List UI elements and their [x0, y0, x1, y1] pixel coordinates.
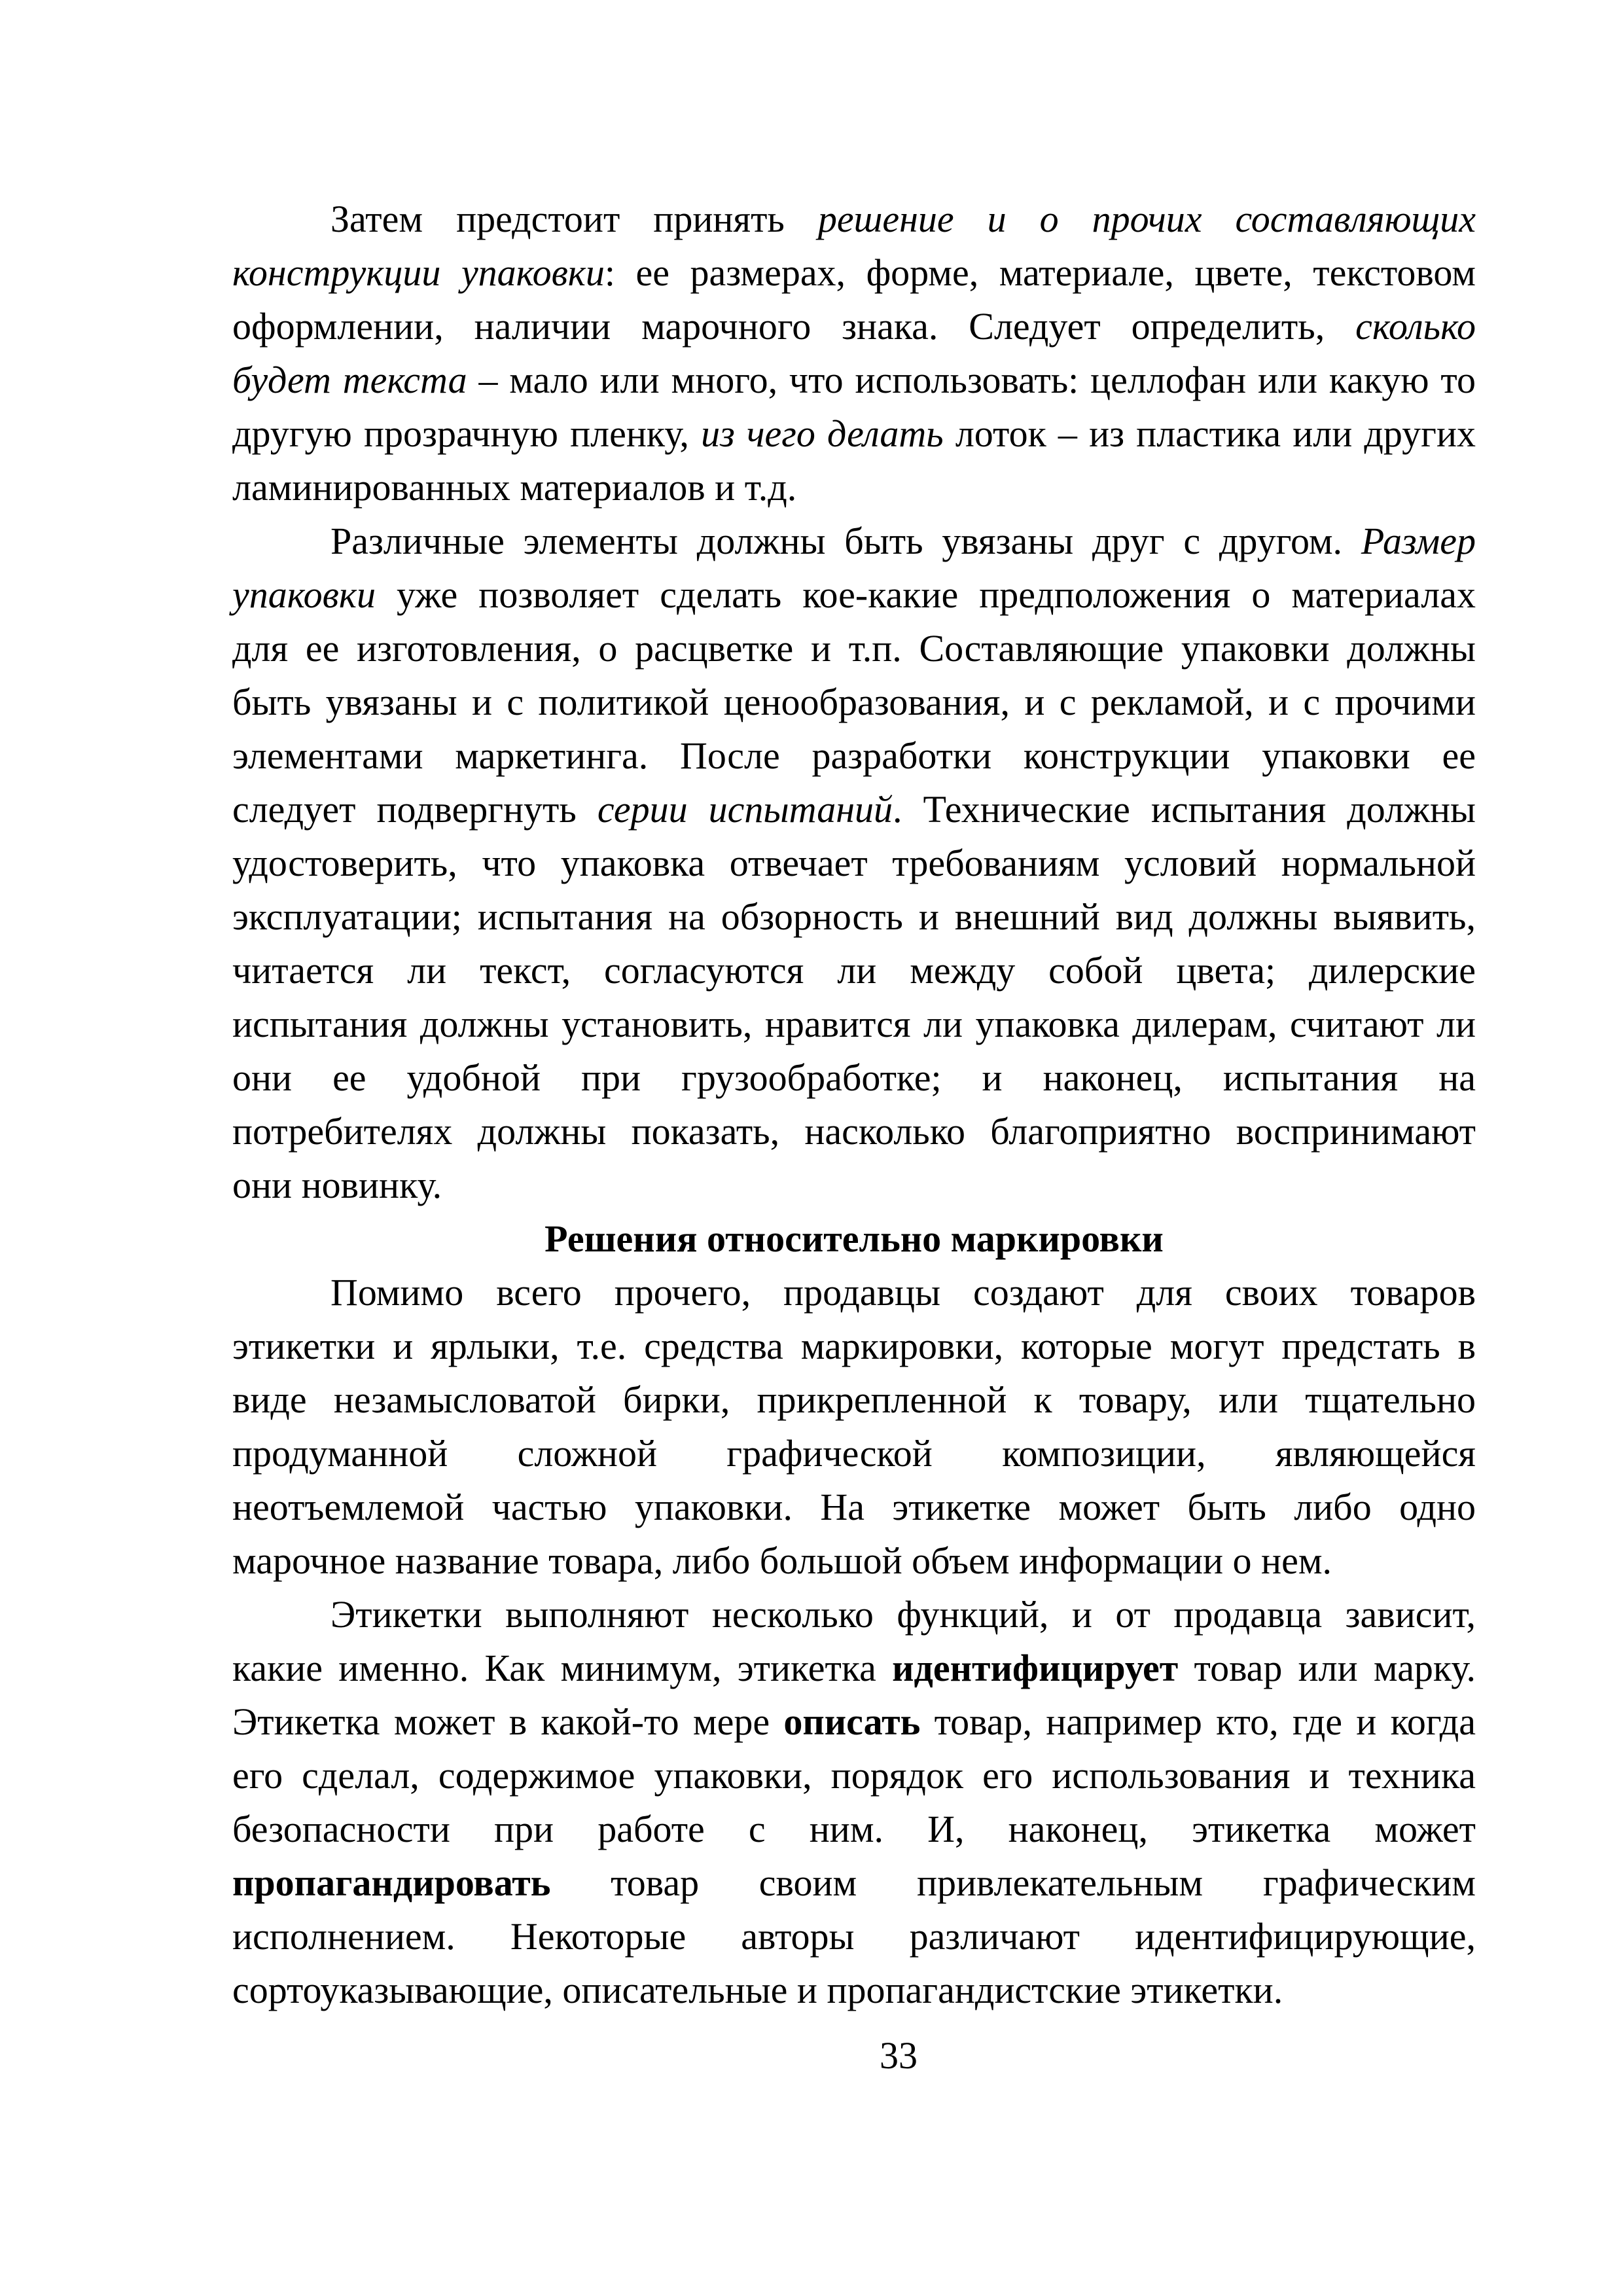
text-line — [232, 1105, 1476, 1158]
text-segment: пропагандировать — [232, 1861, 551, 1904]
text-line — [232, 514, 1476, 568]
text-line — [232, 1588, 1476, 1641]
text-line — [232, 192, 1476, 246]
text-line — [232, 1319, 1476, 1373]
text-line — [232, 1051, 1476, 1105]
text-segment: неотъемлемой частью упаковки. На этикетке может быть либо одно — [232, 1486, 1476, 1528]
text-segment: Различные элементы должны быть увязаны друг с другом. — [330, 520, 1361, 562]
text-line — [232, 836, 1476, 890]
text-segment: – мало или много, что использовать: целлофан или какую то — [467, 359, 1476, 401]
text-line — [232, 461, 1476, 514]
text-segment: товар или марку. — [1178, 1647, 1476, 1689]
text-line — [232, 1480, 1476, 1534]
text-body — [232, 192, 1476, 2017]
text-line — [232, 997, 1476, 1051]
text-line — [232, 1910, 1476, 1964]
text-line — [232, 783, 1476, 836]
text-line — [232, 1373, 1476, 1427]
text-segment: будет текста — [232, 359, 467, 401]
text-line — [232, 407, 1476, 461]
text-line — [232, 300, 1476, 353]
text-segment: описать — [783, 1700, 921, 1743]
text-segment: серии испытаний — [597, 788, 893, 831]
text-segment: безопасности при работе с ним. И, наконец, этикетка может — [232, 1808, 1476, 1850]
text-line — [232, 944, 1476, 997]
text-line — [232, 675, 1476, 729]
text-segment: марочное название товара, либо большой объем информации о нем. — [232, 1539, 1332, 1582]
text-segment: быть увязаны и с политикой ценообразования, и с рекламой, и с прочими — [232, 681, 1476, 723]
text-line — [232, 1749, 1476, 1803]
text-segment: потребителях должны показать, насколько благоприятно воспринимают — [232, 1110, 1476, 1153]
text-line — [232, 1266, 1476, 1319]
text-line — [232, 622, 1476, 675]
text-segment: уже позволяет сделать кое-какие предположения о материалах — [375, 573, 1476, 616]
text-segment: Размер — [1361, 520, 1476, 562]
text-segment: другую прозрачную пленку, — [232, 412, 702, 455]
text-segment: упаковки — [232, 573, 376, 616]
text-segment: удостоверить, что упаковка отвечает требованиям условий нормальной — [232, 842, 1476, 884]
text-segment: исполнением. Некоторые авторы различают идентифицирующие, — [232, 1915, 1476, 1958]
text-segment: читается ли текст, согласуются ли между собой цвета; дилерские — [232, 949, 1476, 992]
page-number: 33 — [880, 2034, 918, 2077]
text-line — [232, 1534, 1476, 1588]
text-segment: виде незамысловатой бирки, прикрепленной к товару, или тщательно — [232, 1378, 1476, 1421]
text-segment: его сделал, содержимое упаковки, порядок его использования и техника — [232, 1754, 1476, 1797]
text-line — [232, 246, 1476, 300]
text-line — [232, 1856, 1476, 1910]
text-segment: конструкции упаковки — [232, 251, 605, 294]
text-segment: лоток – из пластика или других — [943, 412, 1476, 455]
text-segment: идентифицирует — [892, 1647, 1179, 1689]
text-line — [232, 890, 1476, 944]
text-segment: они новинку. — [232, 1164, 442, 1206]
text-segment: Затем предстоит принять — [330, 198, 818, 240]
text-line — [232, 729, 1476, 783]
text-line — [232, 1803, 1476, 1856]
text-line — [232, 1641, 1476, 1695]
text-segment: элементами маркетинга. После разработки конструкции упаковки ее — [232, 734, 1476, 777]
text-segment: испытания должны установить, нравится ли упаковка дилерам, считают ли — [232, 1003, 1476, 1045]
text-segment: Этикетка может в какой-то мере — [232, 1700, 784, 1743]
text-segment: оформлении, наличии марочного знака. Следует определить, — [232, 305, 1356, 348]
text-line — [232, 353, 1476, 407]
text-segment: для ее изготовления, о расцветке и т.п. Составляющие упаковки должны — [232, 627, 1476, 670]
text-segment: Этикетки выполняют несколько функций, и от продавца зависит, — [330, 1593, 1476, 1636]
text-segment: Помимо всего прочего, продавцы создают для своих товаров — [330, 1271, 1476, 1314]
text-segment: эксплуатации; испытания на обзорность и внешний вид должны выявить, — [232, 895, 1476, 938]
text-line — [232, 568, 1476, 622]
text-segment: какие именно. Как минимум, этикетка — [232, 1647, 893, 1689]
text-segment: : ее размерах, форме, материале, цвете, текстовом — [604, 251, 1476, 294]
text-segment: сортоуказывающие, описательные и пропагандистские этикетки. — [232, 1969, 1283, 2011]
text-line — [232, 1695, 1476, 1749]
section-heading — [232, 1212, 1476, 1266]
text-segment: Решения относительно маркировки — [544, 1217, 1164, 1260]
text-segment: . Технические испытания должны — [892, 788, 1476, 831]
text-segment: они ее удобной при грузообработке; и наконец, испытания на — [232, 1056, 1476, 1099]
text-segment: продуманной сложной графической композиции, являющейся — [232, 1432, 1476, 1475]
text-segment: из чего делать — [701, 412, 944, 455]
text-segment: сколько — [1355, 305, 1476, 348]
text-segment: ламинированных материалов и т.д. — [232, 466, 797, 509]
text-segment: решение и о прочих составляющих — [817, 198, 1476, 240]
text-segment: товар своим привлекательным графическим — [550, 1861, 1476, 1904]
text-line — [232, 1158, 1476, 1212]
text-line — [232, 1964, 1476, 2017]
text-line — [232, 1427, 1476, 1480]
text-segment: этикетки и ярлыки, т.е. средства маркировки, которые могут предстать в — [232, 1325, 1476, 1367]
text-segment: следует подвергнуть — [232, 788, 597, 831]
text-segment: товар, например кто, где и когда — [920, 1700, 1476, 1743]
